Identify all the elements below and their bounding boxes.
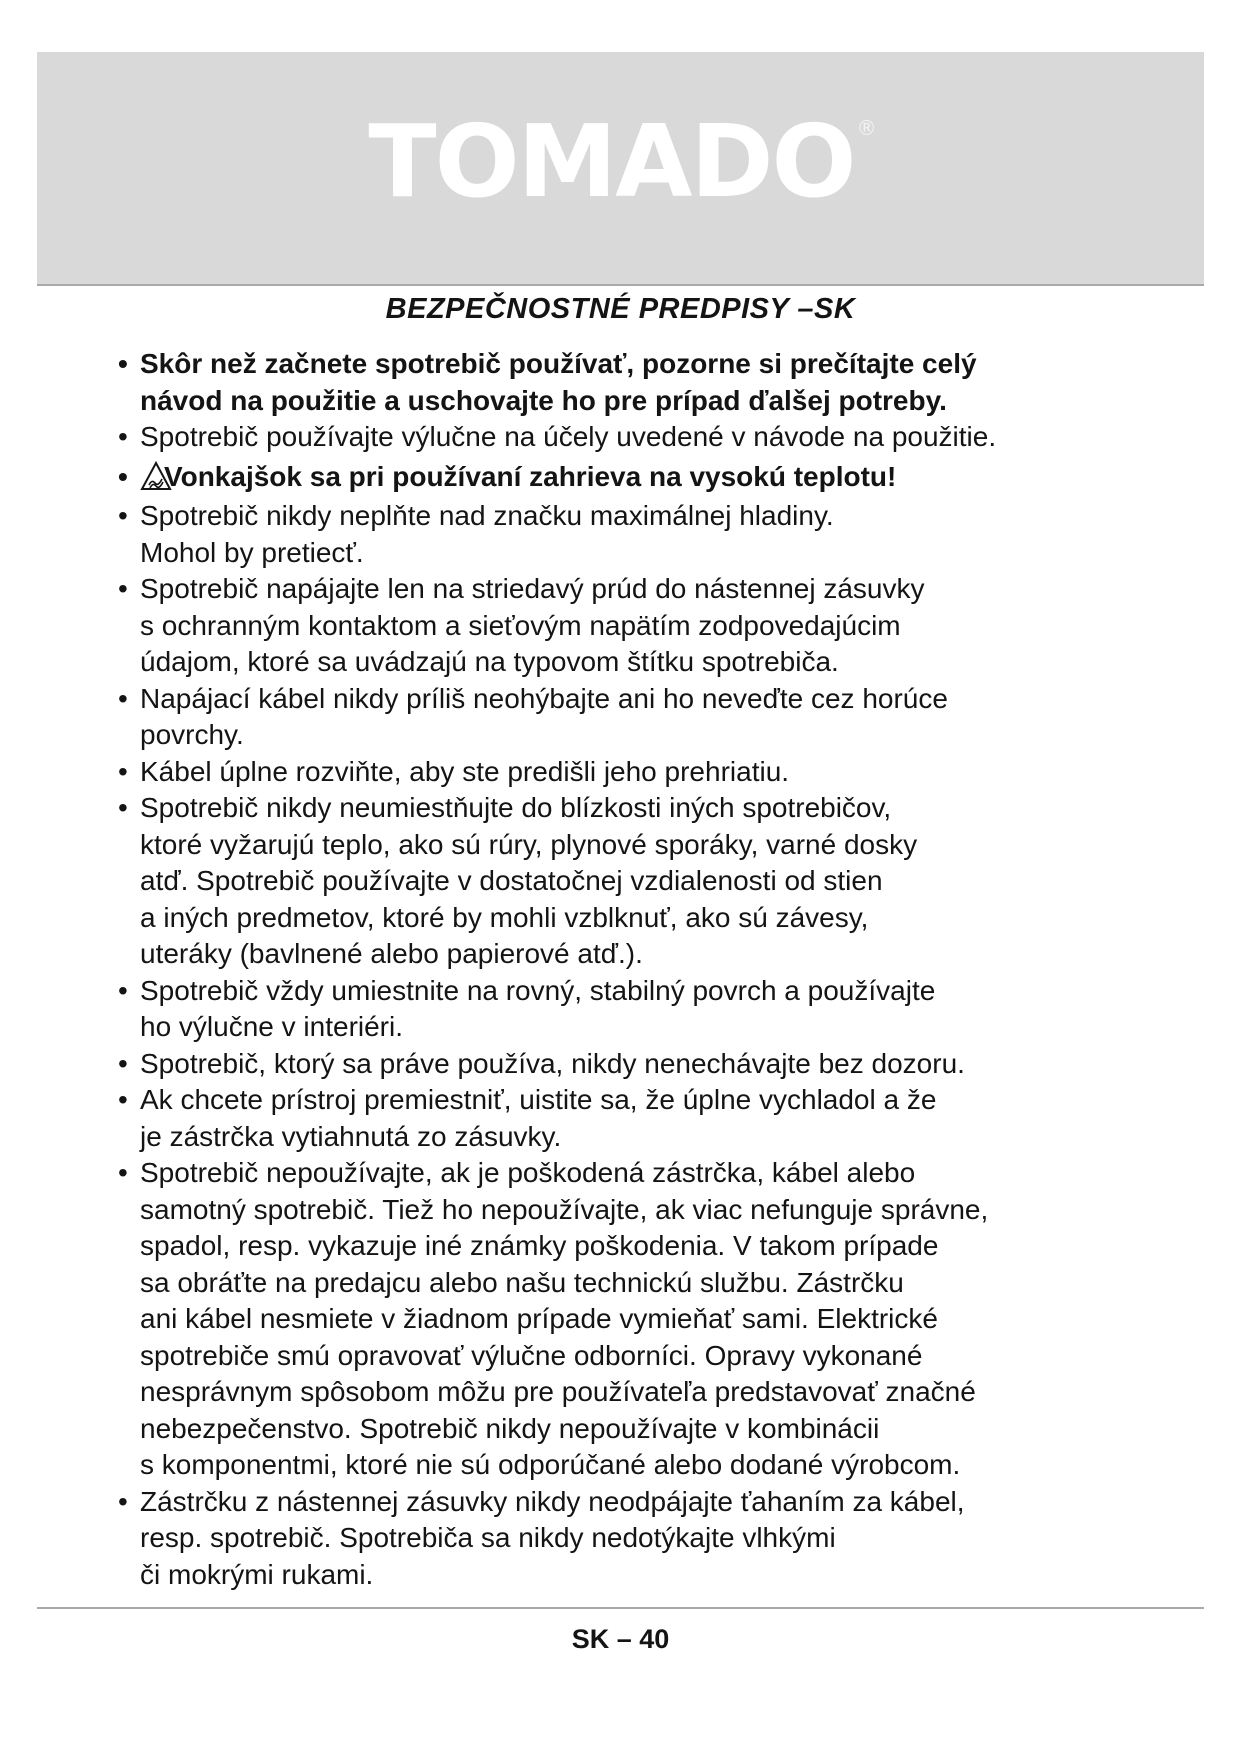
- bullet: •: [118, 348, 128, 379]
- bullet: •: [118, 460, 128, 492]
- text-line: atď. Spotrebič používajte v dostatočnej vzdialenosti od stien: [140, 865, 883, 896]
- warning-text: Vonkajšok sa pri používaní zahrieva na vysokú teplotu!: [164, 460, 897, 492]
- list-item: [118, 1155, 1138, 1484]
- list-item: [118, 973, 1138, 1046]
- bullet: •: [118, 1485, 128, 1517]
- brand-logo: [37, 103, 1204, 220]
- list-item: [118, 498, 1138, 571]
- list-item: [118, 754, 1138, 791]
- text-line: Spotrebič nikdy neumiestňujte do blízkosti iných spotrebičov,: [140, 792, 892, 823]
- text-line: je zástrčka vytiahnutá zo zásuvky.: [140, 1120, 562, 1152]
- text-line: resp. spotrebič. Spotrebiča sa nikdy nedotýkajte vlhkými: [140, 1522, 836, 1553]
- text-line: ktoré vyžarujú teplo, ako sú rúry, plynové sporáky, varné dosky: [140, 828, 918, 860]
- bullet: •: [118, 421, 128, 452]
- text-line: ani kábel nesmiete v žiadnom prípade vymieňať sami. Elektrické: [140, 1303, 938, 1334]
- list-item: [118, 346, 1138, 419]
- bullet: •: [118, 573, 128, 604]
- brand-logo-text: TOMADO: [368, 103, 855, 220]
- bullet: •: [118, 792, 128, 823]
- text-line: a iných predmetov, ktoré by mohli vzblknuť, ako sú závesy,: [140, 901, 869, 933]
- bullet: •: [118, 1047, 128, 1079]
- text-line: Zástrčku z nástennej zásuvky nikdy neodpájajte ťahaním za kábel,: [140, 1485, 965, 1517]
- text-line: Spotrebič nikdy neplňte nad značku maximálnej hladiny.: [140, 500, 834, 531]
- bullet: •: [118, 755, 128, 787]
- bullet: •: [118, 682, 128, 714]
- list-item: [118, 1082, 1138, 1155]
- text-line: ho výlučne v interiéri.: [140, 1011, 404, 1042]
- text-line: uteráky (bavlnené alebo papierové atď.).: [140, 938, 643, 969]
- text-line: nebezpečenstvo. Spotrebič nikdy nepoužívajte v kombinácii: [140, 1412, 880, 1444]
- list-item-warning: [118, 459, 1138, 496]
- text-line: [140, 459, 1138, 496]
- text-line: Skôr než začnete spotrebič používať, pozorne si prečítajte celý: [140, 348, 977, 379]
- text-line: spotrebiče smú opravovať výlučne odborníci. Opravy vykonané: [140, 1339, 923, 1371]
- list-item: [118, 681, 1138, 754]
- text-line: údajom, ktoré sa uvádzajú na typovom štítku spotrebiča.: [140, 646, 839, 677]
- list-item: [118, 1046, 1138, 1083]
- text-line: Kábel úplne rozviňte, aby ste predišli jeho prehriatiu.: [140, 755, 790, 787]
- list-item: [118, 790, 1138, 973]
- bullet: •: [118, 1157, 128, 1188]
- text-line: Mohol by pretiecť.: [140, 536, 364, 568]
- list-item: [118, 419, 1138, 456]
- bullet: •: [118, 1084, 128, 1115]
- text-line: či mokrými rukami.: [140, 1558, 374, 1590]
- text-line: Spotrebič nepoužívajte, ak je poškodená zástrčka, kábel alebo: [140, 1157, 916, 1188]
- text-line: Napájací kábel nikdy príliš neohýbajte ani ho neveďte cez horúce: [140, 682, 948, 714]
- text-line: Spotrebič vždy umiestnite na rovný, stabilný povrch a používajte: [140, 974, 936, 1006]
- text-line: Spotrebič napájajte len na striedavý prúd do nástennej zásuvky: [140, 573, 925, 604]
- page-title: BEZPEČNOSTNÉ PREDPISY –SK: [385, 293, 856, 325]
- text-line: s ochranným kontaktom a sieťovým napätím zodpovedajúcim: [140, 609, 901, 641]
- text-line: samotný spotrebič. Tiež ho nepoužívajte, ak viac nefunguje správne,: [140, 1193, 989, 1225]
- list-item: [118, 571, 1138, 681]
- text-line: sa obráťte na predajcu alebo našu technickú službu. Zástrčku: [140, 1266, 904, 1298]
- bullet: •: [118, 974, 128, 1006]
- bullet: •: [118, 500, 128, 531]
- text-line: návod na použitie a uschovajte ho pre prípad ďalšej potreby.: [140, 384, 947, 416]
- header-band: [37, 52, 1204, 286]
- safety-instructions-list: [118, 346, 1138, 1593]
- text-line: povrchy.: [140, 719, 244, 750]
- footer-divider: [37, 1607, 1204, 1609]
- text-line: Spotrebič, ktorý sa práve používa, nikdy nenechávajte bez dozoru.: [140, 1047, 965, 1079]
- text-line: nesprávnym spôsobom môžu pre používateľa predstavovať značné: [140, 1376, 976, 1407]
- text-line: s komponentmi, ktoré nie sú odporúčané alebo dodané výrobcom.: [140, 1449, 961, 1480]
- text-line: Spotrebič používajte výlučne na účely uvedené v návode na použitie.: [140, 421, 997, 452]
- page-number: SK – 40: [571, 1624, 670, 1654]
- registered-mark: ®: [856, 116, 875, 140]
- text-line: Ak chcete prístroj premiestniť, uistite sa, že úplne vychladol a že: [140, 1084, 937, 1115]
- list-item: [118, 1484, 1138, 1594]
- text-line: spadol, resp. vykazuje iné známky poškodenia. V takom prípade: [140, 1230, 939, 1261]
